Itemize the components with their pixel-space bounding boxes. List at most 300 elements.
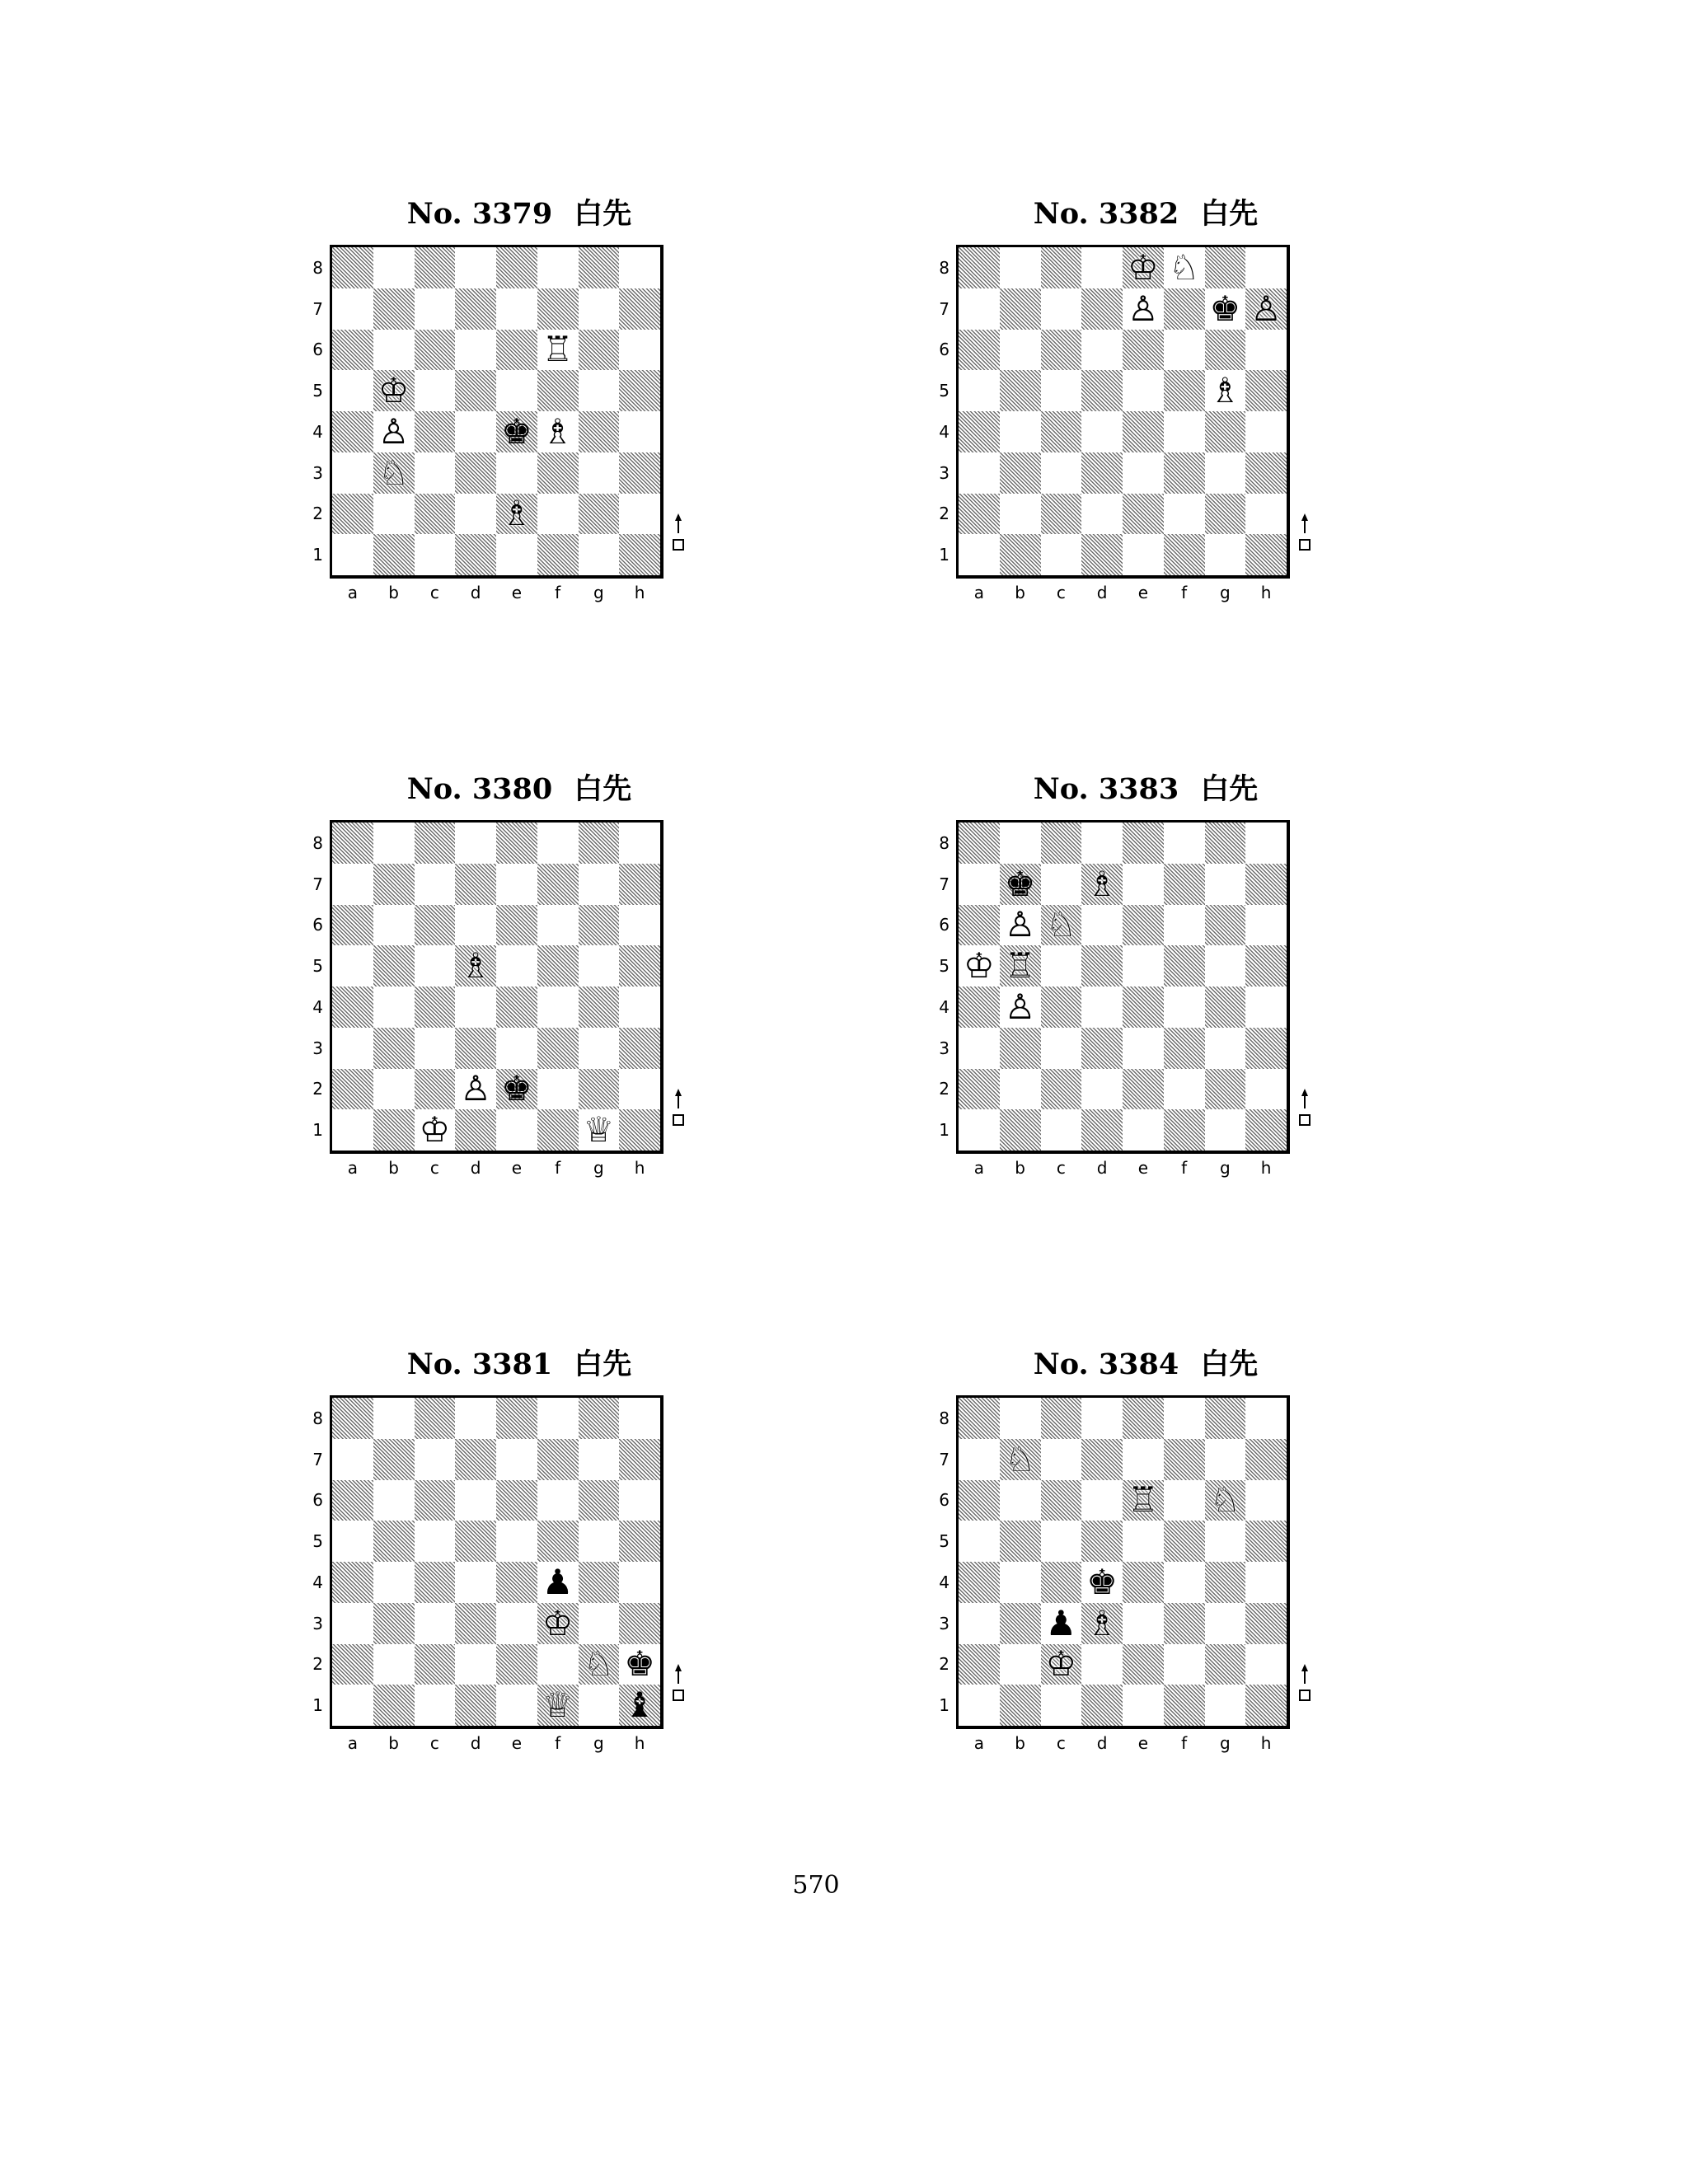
square-d1 [455, 1109, 496, 1151]
file-label: e [511, 583, 523, 602]
square-g2 [1205, 494, 1246, 535]
square-c8 [1041, 247, 1082, 288]
square-h1 [1245, 534, 1287, 575]
white-to-move-marker-icon [1297, 1089, 1312, 1130]
square-h2 [619, 1644, 660, 1685]
square-e1 [496, 534, 537, 575]
square-f5 [1164, 945, 1205, 987]
square-f3 [537, 1603, 579, 1644]
puzzle-number: No. 3381 [406, 1347, 553, 1381]
square-c5 [1041, 945, 1082, 987]
square-c1 [1041, 534, 1082, 575]
square-b8 [373, 823, 415, 864]
square-c6 [415, 1480, 456, 1521]
square-c6 [1041, 330, 1082, 371]
puzzle-number: No. 3384 [1033, 1347, 1179, 1381]
square-g4 [579, 987, 620, 1028]
white-rook-icon: ♖ [1128, 1479, 1159, 1521]
square-g2 [579, 1069, 620, 1110]
square-c3 [415, 1603, 456, 1644]
square-b4 [1000, 1562, 1041, 1603]
square-e6 [1123, 330, 1164, 371]
square-a3 [959, 452, 1000, 494]
square-a6 [332, 905, 373, 946]
square-d2 [455, 1644, 496, 1685]
puzzle-title [305, 771, 734, 808]
chess-board [330, 245, 663, 579]
square-e2 [496, 1069, 537, 1110]
square-e8 [496, 247, 537, 288]
square-c7 [1041, 1439, 1082, 1480]
square-g6 [1205, 905, 1246, 946]
rank-label: 3 [312, 462, 323, 483]
puzzle-title [931, 771, 1360, 808]
square-f8 [537, 1398, 579, 1439]
rank-label: 4 [312, 1572, 323, 1592]
white-king-icon: ♔ [1128, 246, 1159, 288]
file-label: h [1260, 1158, 1272, 1178]
square-d6 [1081, 1480, 1123, 1521]
puzzle-number: No. 3379 [406, 197, 553, 231]
square-c8 [415, 823, 456, 864]
square-d7 [1081, 288, 1123, 330]
square-a2 [332, 1069, 373, 1110]
rank-label: 6 [312, 915, 323, 935]
square-c3 [415, 1028, 456, 1069]
square-d1 [1081, 534, 1123, 575]
square-f8 [537, 823, 579, 864]
white-rook-icon: ♖ [1004, 945, 1036, 987]
square-g2 [1205, 1644, 1246, 1685]
chess-board [956, 245, 1290, 579]
white-queen-icon: ♕ [583, 1109, 615, 1151]
file-label: c [429, 1733, 439, 1753]
black-king-icon: ♚ [501, 410, 532, 452]
square-f2 [537, 1644, 579, 1685]
square-f5 [1164, 370, 1205, 411]
square-h2 [619, 1069, 660, 1110]
square-f1 [1164, 1109, 1205, 1151]
square-f8 [1164, 247, 1205, 288]
square-d1 [455, 534, 496, 575]
square-d4 [455, 411, 496, 452]
square-b6 [1000, 330, 1041, 371]
square-f7 [1164, 288, 1205, 330]
square-b1 [373, 1685, 415, 1726]
rank-label: 2 [939, 504, 950, 524]
square-e5 [496, 370, 537, 411]
square-a1 [959, 534, 1000, 575]
square-a8 [332, 247, 373, 288]
white-bishop-icon: ♗ [460, 945, 491, 987]
rank-label: 6 [312, 340, 323, 360]
white-to-move-marker-icon [671, 513, 686, 555]
square-e5 [496, 1521, 537, 1562]
square-d3 [455, 1603, 496, 1644]
square-g4 [1205, 411, 1246, 452]
square-h2 [1245, 1644, 1287, 1685]
square-c4 [1041, 1562, 1082, 1603]
square-g6 [1205, 330, 1246, 371]
square-h5 [1245, 1521, 1287, 1562]
square-d6 [1081, 330, 1123, 371]
white-to-move-marker-icon [671, 1089, 686, 1130]
rank-label: 7 [939, 1449, 950, 1469]
square-e6 [1123, 1480, 1164, 1521]
square-d2 [455, 1069, 496, 1110]
square-h7 [619, 1439, 660, 1480]
square-b4 [1000, 987, 1041, 1028]
square-h3 [619, 452, 660, 494]
square-a2 [959, 494, 1000, 535]
square-e6 [1123, 905, 1164, 946]
file-label: f [555, 583, 561, 602]
side-to-move: 白先 [1200, 1348, 1259, 1381]
white-pawn-icon: ♙ [1004, 904, 1036, 945]
square-c2 [415, 1069, 456, 1110]
square-c7 [1041, 288, 1082, 330]
puzzle-number: No. 3382 [1033, 197, 1179, 231]
square-f6 [1164, 905, 1205, 946]
square-b6 [373, 330, 415, 371]
square-g8 [579, 247, 620, 288]
square-f4 [537, 1562, 579, 1603]
square-a5 [332, 370, 373, 411]
file-label: h [634, 583, 645, 602]
page-number: 570 [792, 1871, 840, 1900]
rank-label: 6 [939, 1490, 950, 1511]
rank-label: 8 [939, 1408, 950, 1428]
square-c5 [415, 945, 456, 987]
square-c5 [415, 1521, 456, 1562]
square-c8 [415, 247, 456, 288]
rank-label: 4 [312, 421, 323, 442]
square-e4 [496, 1562, 537, 1603]
square-a7 [959, 1439, 1000, 1480]
square-g2 [579, 1644, 620, 1685]
square-a2 [332, 494, 373, 535]
square-d2 [1081, 1069, 1123, 1110]
file-label: g [593, 1158, 604, 1178]
square-a1 [332, 1109, 373, 1151]
square-a4 [959, 987, 1000, 1028]
white-king-icon: ♔ [377, 370, 410, 411]
puzzle-3380 [305, 771, 734, 1233]
black-king-icon: ♚ [1004, 863, 1036, 904]
square-b5 [1000, 370, 1041, 411]
square-f1 [1164, 534, 1205, 575]
square-c5 [1041, 1521, 1082, 1562]
square-a6 [332, 330, 373, 371]
puzzle-3384 [931, 1347, 1360, 1808]
white-to-move-marker-icon [1297, 513, 1312, 555]
rank-label: 5 [939, 1531, 950, 1552]
square-h3 [619, 1603, 660, 1644]
white-knight-icon: ♘ [1168, 246, 1200, 288]
square-e4 [496, 411, 537, 452]
puzzle-3381 [305, 1347, 734, 1808]
rank-label: 6 [312, 1490, 323, 1511]
square-c8 [1041, 823, 1082, 864]
square-a7 [332, 1439, 373, 1480]
square-g3 [579, 452, 620, 494]
file-label: b [388, 1733, 399, 1753]
chess-board [330, 1395, 663, 1729]
file-label: c [1056, 583, 1066, 602]
square-b4 [1000, 411, 1041, 452]
square-a7 [332, 288, 373, 330]
square-g3 [579, 1028, 620, 1069]
square-b1 [373, 1109, 415, 1151]
file-label: g [593, 1733, 604, 1753]
square-h8 [1245, 1398, 1287, 1439]
square-b2 [373, 1069, 415, 1110]
square-h4 [1245, 411, 1287, 452]
square-f1 [1164, 1685, 1205, 1726]
square-d7 [455, 288, 496, 330]
rank-label: 5 [939, 956, 950, 977]
square-c5 [415, 370, 456, 411]
square-b2 [1000, 494, 1041, 535]
square-e7 [496, 864, 537, 905]
rank-label: 1 [939, 1695, 950, 1716]
square-e3 [1123, 452, 1164, 494]
white-pawn-icon: ♙ [1128, 288, 1159, 329]
white-pawn-icon: ♙ [460, 1068, 491, 1109]
square-c3 [1041, 452, 1082, 494]
square-g5 [579, 1521, 620, 1562]
square-g4 [1205, 1562, 1246, 1603]
rank-label: 5 [312, 381, 323, 401]
rank-label: 8 [312, 1408, 323, 1428]
square-f4 [1164, 411, 1205, 452]
square-b5 [373, 1521, 415, 1562]
square-b6 [373, 1480, 415, 1521]
square-c4 [415, 987, 456, 1028]
file-label: b [1015, 1733, 1025, 1753]
white-to-move-marker-icon [1297, 1664, 1312, 1705]
square-e2 [1123, 1069, 1164, 1110]
rank-label: 3 [939, 1038, 950, 1058]
square-e5 [1123, 945, 1164, 987]
square-c1 [415, 1685, 456, 1726]
white-bishop-icon: ♗ [542, 410, 574, 452]
square-a8 [959, 1398, 1000, 1439]
white-king-icon: ♔ [419, 1109, 451, 1151]
file-label: d [470, 1733, 481, 1753]
square-g1 [1205, 534, 1246, 575]
file-label: b [388, 583, 399, 602]
square-h8 [619, 1398, 660, 1439]
square-e1 [1123, 1685, 1164, 1726]
square-a5 [332, 1521, 373, 1562]
square-g2 [1205, 1069, 1246, 1110]
square-d1 [455, 1685, 496, 1726]
file-label: c [429, 1158, 439, 1178]
square-b1 [1000, 534, 1041, 575]
square-d3 [1081, 1603, 1123, 1644]
square-e1 [1123, 1109, 1164, 1151]
square-d6 [455, 330, 496, 371]
square-h3 [1245, 452, 1287, 494]
square-c2 [415, 494, 456, 535]
square-h7 [1245, 288, 1287, 330]
square-a4 [959, 411, 1000, 452]
square-b1 [1000, 1685, 1041, 1726]
square-f8 [537, 247, 579, 288]
chess-board [956, 820, 1290, 1154]
file-label: g [1220, 1733, 1231, 1753]
file-label: a [973, 1158, 984, 1178]
rank-label: 1 [312, 1695, 323, 1716]
file-label: f [555, 1158, 561, 1178]
square-d5 [1081, 370, 1123, 411]
square-e1 [496, 1685, 537, 1726]
square-e6 [496, 330, 537, 371]
puzzle-title [931, 196, 1360, 232]
square-e6 [496, 1480, 537, 1521]
square-a6 [332, 1480, 373, 1521]
square-h1 [619, 534, 660, 575]
square-h5 [1245, 370, 1287, 411]
rank-label: 7 [939, 298, 950, 319]
file-label: f [1181, 1733, 1188, 1753]
square-a5 [332, 945, 373, 987]
rank-label: 7 [939, 874, 950, 894]
square-c4 [1041, 987, 1082, 1028]
square-f5 [537, 1521, 579, 1562]
file-label: a [347, 1733, 358, 1753]
square-c2 [1041, 1644, 1082, 1685]
square-c3 [1041, 1028, 1082, 1069]
square-g8 [1205, 823, 1246, 864]
chess-board [956, 1395, 1290, 1729]
square-e3 [496, 452, 537, 494]
square-g1 [579, 534, 620, 575]
square-b3 [373, 1603, 415, 1644]
square-h4 [619, 987, 660, 1028]
square-f2 [537, 494, 579, 535]
file-label: c [1056, 1733, 1066, 1753]
square-d3 [1081, 1028, 1123, 1069]
square-g4 [1205, 987, 1246, 1028]
rank-label: 8 [312, 257, 323, 278]
square-b6 [373, 905, 415, 946]
puzzle-title [305, 196, 734, 232]
puzzle-number: No. 3383 [1033, 772, 1179, 806]
square-d5 [1081, 945, 1123, 987]
white-king-icon: ♔ [1045, 1643, 1077, 1685]
square-a4 [959, 1562, 1000, 1603]
square-c8 [1041, 1398, 1082, 1439]
square-f8 [1164, 823, 1205, 864]
square-g7 [579, 864, 620, 905]
square-e2 [1123, 1644, 1164, 1685]
square-a3 [959, 1603, 1000, 1644]
puzzle-3382 [931, 196, 1360, 658]
rank-label: 4 [312, 996, 323, 1017]
square-f7 [537, 288, 579, 330]
square-g7 [1205, 864, 1246, 905]
white-knight-icon: ♘ [583, 1643, 615, 1685]
square-b5 [1000, 945, 1041, 987]
square-f4 [1164, 1562, 1205, 1603]
rank-label: 8 [939, 832, 950, 853]
square-c4 [1041, 411, 1082, 452]
square-a4 [332, 411, 373, 452]
rank-label: 4 [939, 996, 950, 1017]
square-c4 [415, 1562, 456, 1603]
square-c1 [415, 1109, 456, 1151]
square-d5 [455, 1521, 496, 1562]
square-h5 [619, 370, 660, 411]
square-f3 [1164, 452, 1205, 494]
square-g5 [579, 370, 620, 411]
square-g6 [579, 1480, 620, 1521]
file-label: h [1260, 1733, 1272, 1753]
square-c2 [1041, 494, 1082, 535]
rank-label: 2 [312, 504, 323, 524]
square-e7 [496, 288, 537, 330]
square-e3 [1123, 1028, 1164, 1069]
square-h6 [619, 1480, 660, 1521]
square-b8 [1000, 247, 1041, 288]
side-to-move: 白先 [1200, 773, 1259, 806]
rank-label: 3 [939, 462, 950, 483]
square-g3 [1205, 1028, 1246, 1069]
square-f6 [537, 1480, 579, 1521]
square-d8 [455, 823, 496, 864]
square-g7 [1205, 1439, 1246, 1480]
square-e8 [1123, 247, 1164, 288]
square-a8 [332, 1398, 373, 1439]
square-f5 [1164, 1521, 1205, 1562]
white-king-icon: ♔ [964, 945, 995, 987]
white-bishop-icon: ♗ [1086, 863, 1118, 904]
square-b2 [1000, 1069, 1041, 1110]
white-knight-icon: ♘ [377, 452, 410, 493]
square-f6 [537, 330, 579, 371]
puzzle-3383 [931, 771, 1360, 1233]
square-g8 [579, 823, 620, 864]
square-b7 [1000, 864, 1041, 905]
white-to-move-marker-icon [671, 1664, 686, 1705]
square-a3 [332, 452, 373, 494]
square-d7 [1081, 1439, 1123, 1480]
square-b3 [373, 1028, 415, 1069]
square-d8 [1081, 247, 1123, 288]
square-h8 [1245, 823, 1287, 864]
side-to-move: 白先 [574, 198, 632, 231]
square-d5 [1081, 1521, 1123, 1562]
square-a8 [959, 823, 1000, 864]
square-d3 [455, 1028, 496, 1069]
rank-label: 1 [939, 545, 950, 565]
black-pawn-icon: ♟ [542, 1561, 574, 1602]
square-g1 [579, 1109, 620, 1151]
puzzle-3379 [305, 196, 734, 658]
rank-label: 4 [939, 421, 950, 442]
square-g1 [1205, 1109, 1246, 1151]
black-king-icon: ♚ [1209, 288, 1241, 329]
square-e7 [496, 1439, 537, 1480]
square-d4 [1081, 411, 1123, 452]
file-label: d [1096, 1158, 1108, 1178]
square-g4 [579, 1562, 620, 1603]
square-g1 [579, 1685, 620, 1726]
square-f8 [1164, 1398, 1205, 1439]
square-f3 [537, 452, 579, 494]
